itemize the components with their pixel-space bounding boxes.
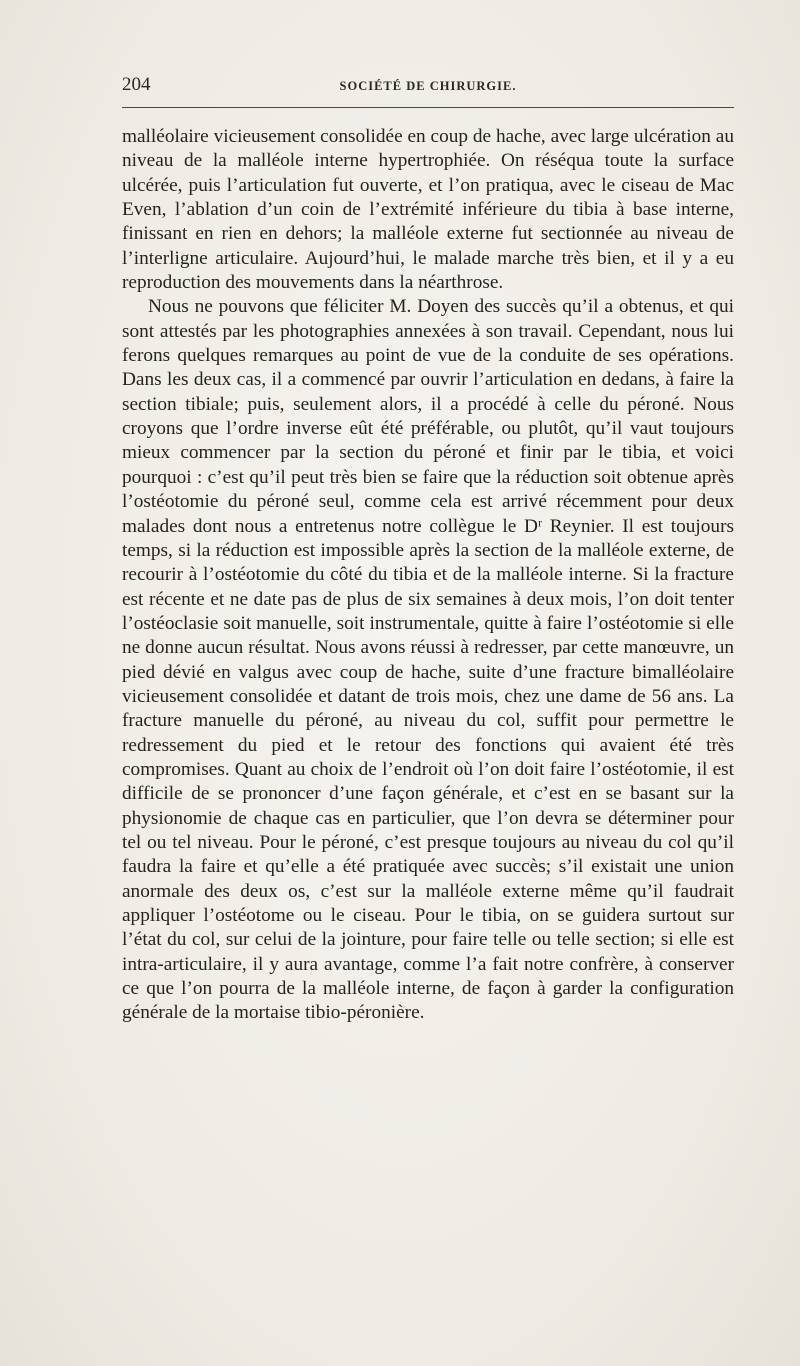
body-text <box>122 125 734 1026</box>
page-number: 204 <box>122 74 151 95</box>
paragraph-continuation: malléolaire vicieusement consolidée en coup de hache, avec large ulcération au niveau de la malléole interne hypertrophiée. On réséqua toute la surface ulcérée, puis l’articulation fut ouverte, et l’on pratiqua, avec le ciseau de Mac Even, l’ablation d’un coin de l’extrémité inférieure du tibia à base interne, finissant en rien en dehors; la malléole externe fut sectionnée au niveau de l’interligne articulaire. Aujourd’hui, le malade marche très bien, et il y a eu reproduction des mouvements dans la néarthrose. <box>122 126 734 294</box>
paragraph-commentary: Nous ne pouvons que féliciter M. Doyen des succès qu’il a obtenus, et qui sont attestés par les photographies annexées à son travail. Cependant, nous lui ferons quelques remarques au point de vue de la conduite de ses opérations. Dans les deux cas, il a commencé par ouvrir l’articulation en dedans, à faire la section tibiale; puis, seulement alors, il a procédé à celle du péroné. Nous croyons que l’ordre inverse eût été préférable, ou plutôt, qu’il vaut toujours mieux commencer par la section du péroné et finir par le tibia, et voici pourquoi : c’est qu’il peut très bien se faire que la réduction soit obtenue après l’ostéotomie du péroné seul, comme cela est arrivé récemment pour deux malades dont nous a entretenus notre collègue le Dʳ Reynier. Il est toujours temps, si la réduction est impossible après la section de la malléole externe, de recourir à l’ostéotomie du côté du tibia et de la malléole interne. Si la fracture est récente et ne date pas de plus de six semaines à deux mois, l’on doit tenter l’ostéoclasie soit manuelle, soit instrumentale, quitte à faire l’ostéotomie si elle ne donne aucun résultat. Nous avons réussi à redresser, par cette manœuvre, un pied dévié en valgus avec coup de hache, suite d’une fracture bimalléolaire vicieusement consolidée et datant de trois mois, chez une dame de 56 ans. La fracture manuelle du péroné, au niveau du col, suffit pour permettre le redressement du pied et le retour des fonctions qui avaient été très compromises. Quant au choix de l’endroit où l’on doit faire l’ostéotomie, il est difficile de se prononcer d’une façon générale, et c’est en se basant sur la physionomie de chaque cas en particulier, que l’on devra se déterminer pour tel ou tel niveau. Pour le péroné, c’est presque toujours au niveau du col qu’il faudra la faire et qu’elle a été pratiquée avec succès; s’il existait une union anormale des deux os, c’est sur la malléole externe même qu’il faudrait appliquer l’ostéotome ou le ciseau. Pour le tibia, on se guidera surtout sur l’état du col, sur celui de la jointure, pour faire telle ou telle section; si elle est intra-articulaire, il y aura avantage, comme l’a fait notre confrère, à conserver ce que l’on pourra de la malléole interne, de façon à garder la configuration générale de la mortaise tibio-péronière. <box>122 296 734 1024</box>
page-header <box>122 74 734 102</box>
running-head: SOCIÉTÉ DE CHIRURGIE. <box>339 79 517 93</box>
header-rule <box>122 107 734 108</box>
